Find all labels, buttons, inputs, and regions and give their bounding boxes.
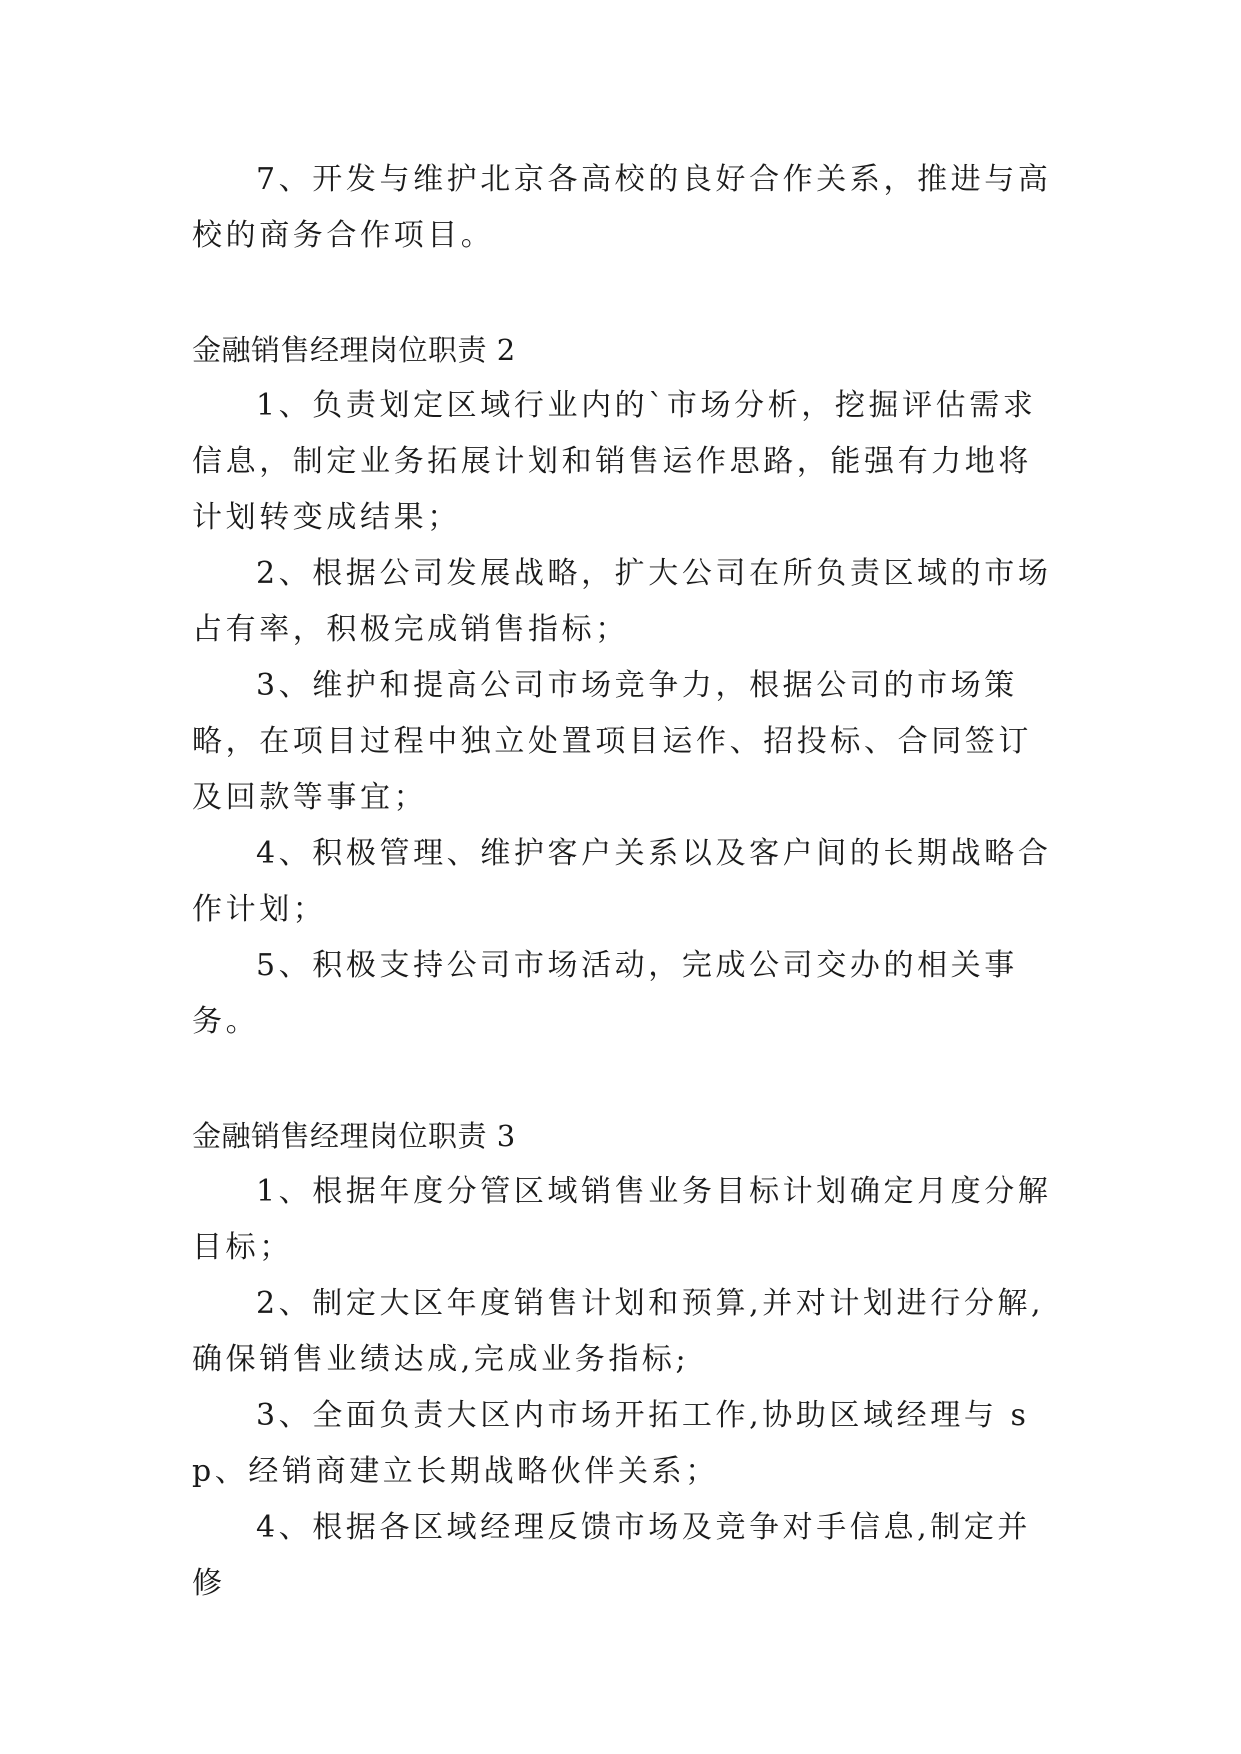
paragraph-s3-item-2: 2、制定大区年度销售计划和预算,并对计划进行分解,确保销售业绩达成,完成业务指标; <box>192 1286 1045 1377</box>
paragraph-s3-item-3: 3、全面负责大区内市场开拓工作,协助区域经理与 sp、经销商建立长期战略伙伴关系； <box>192 1398 1030 1489</box>
paragraph-s2-item-4: 4、积极管理、维护客户关系以及客户间的长期战略合作计划； <box>192 836 1052 927</box>
paragraph-s2-item-5: 5、积极支持公司市场活动，完成公司交办的相关事务。 <box>192 948 1018 1039</box>
paragraph-s3-item-4: 4、根据各区域经理反馈市场及竞争对手信息,制定并修 <box>192 1510 1032 1601</box>
paragraph-s2-item-2: 2、根据公司发展战略，扩大公司在所负责区域的市场占有率，积极完成销售指标； <box>192 556 1052 647</box>
section-spacer <box>192 264 1052 322</box>
paragraph-s3-item-1: 1、根据年度分管区域销售业务目标计划确定月度分解目标； <box>192 1174 1052 1265</box>
section-heading-2: 金融销售经理岗位职责 2 <box>192 333 516 367</box>
section-heading-3: 金融销售经理岗位职责 3 <box>192 1119 516 1153</box>
paragraph-intro-7: 7、开发与维护北京各高校的良好合作关系，推进与高校的商务合作项目。 <box>192 162 1052 253</box>
paragraph-s2-item-3: 3、维护和提高公司市场竞争力，根据公司的市场策略，在项目过程中独立处置项目运作、招投标、合同签订及回款等事宜； <box>192 668 1032 815</box>
document-body <box>192 152 1052 1612</box>
section-spacer <box>192 1050 1052 1108</box>
paragraph-s2-item-1: 1、负责划定区域行业内的`市场分析，挖掘评估需求信息，制定业务拓展计划和销售运作思路，能强有力地将计划转变成结果； <box>192 388 1037 535</box>
